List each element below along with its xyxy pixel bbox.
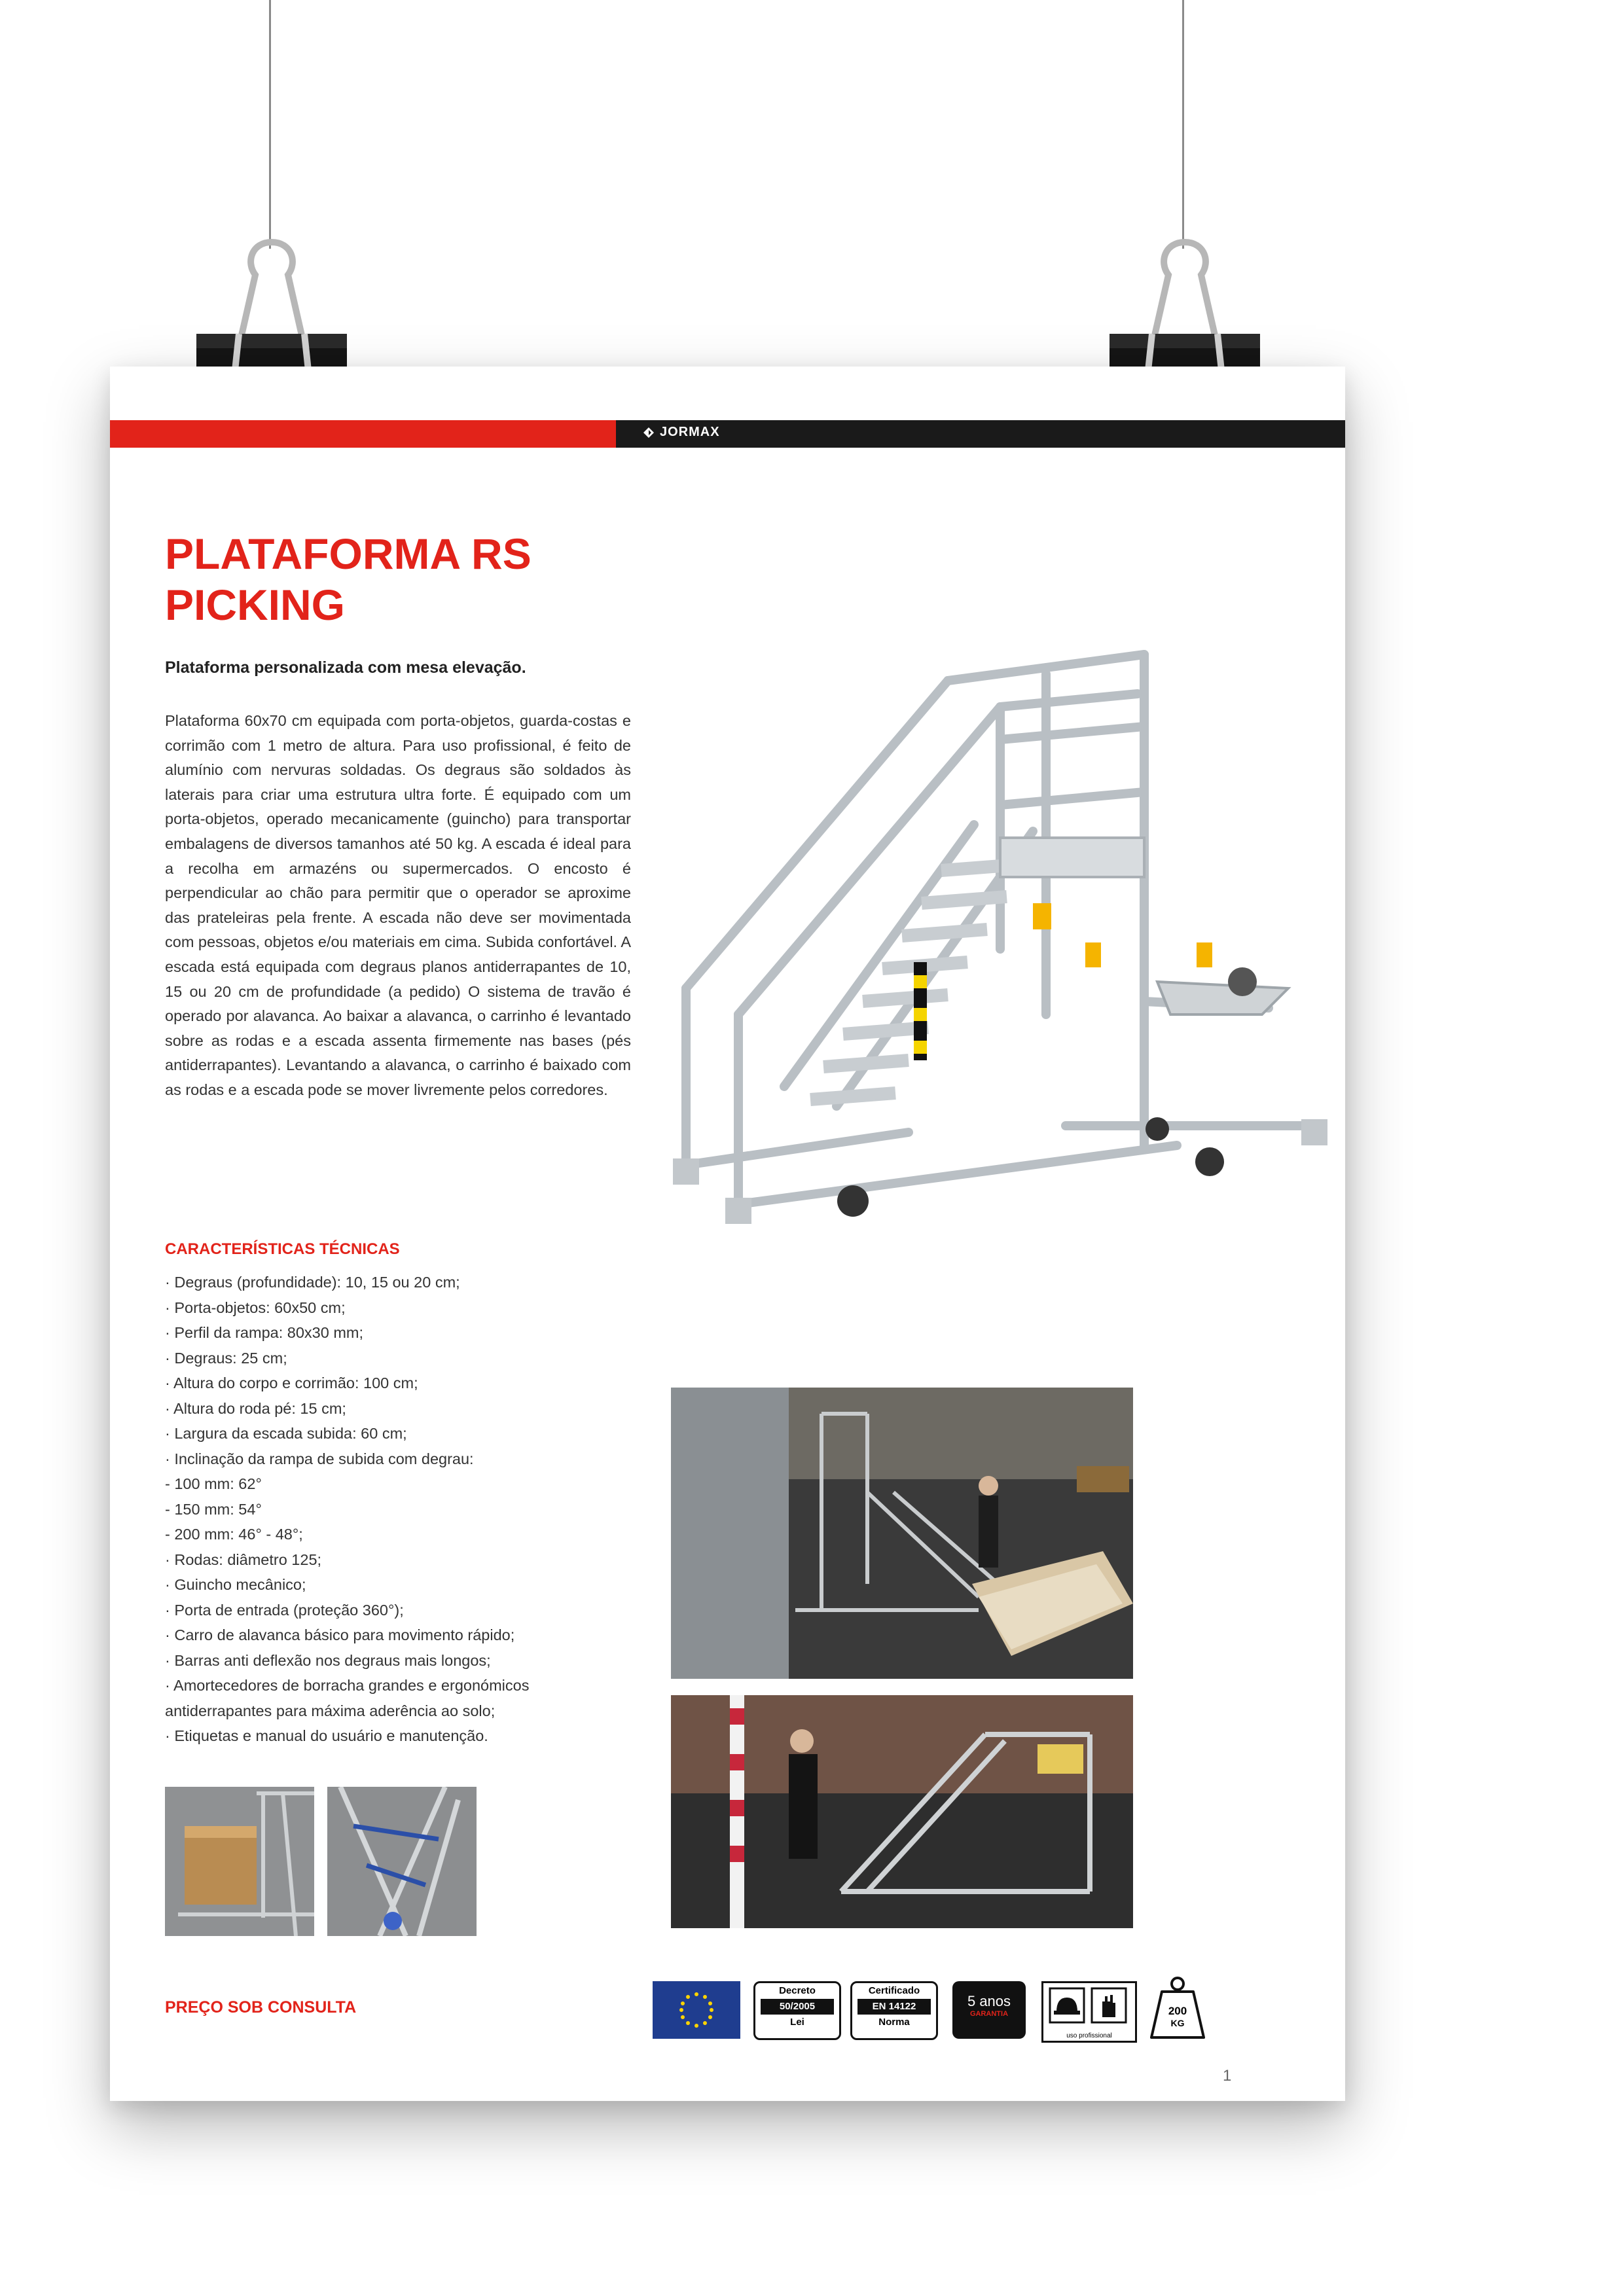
header-bar-red — [110, 420, 616, 448]
warranty-badge — [952, 1981, 1026, 2039]
spec-item: · Etiquetas e manual do usuário e manutenção. — [165, 1727, 488, 1744]
spec-item: · Barras anti deflexão nos degraus mais longos; — [165, 1651, 491, 1669]
catalog-page — [110, 367, 1345, 2101]
spec-item: - 200 mm: 46° - 48°; — [165, 1526, 303, 1543]
decree-line-1: Decreto — [779, 1985, 816, 1996]
brand-name: JORMAX — [660, 425, 720, 439]
certificate-line-3: Norma — [878, 2017, 910, 2028]
max-load-value: 200 — [1168, 2005, 1187, 2017]
decree-line-2: 50/2005 — [761, 1999, 834, 2015]
spec-item: · Guincho mecânico; — [165, 1576, 306, 1593]
spec-item: · Porta-objetos: 60x50 cm; — [165, 1299, 346, 1316]
product-description: Plataforma 60x70 cm equipada com porta-objetos, guarda-costas e corrimão com 1 metro de altura. Para uso profissional, é feito de alumínio com nervuras soldadas. Os degraus são soldados às laterais para criar uma estrutura ultra forte. É equipado com um porta-objetos, operado mecanicamente (guincho) para transportar embalagens de diversos tamanhos até 50 kg. A escada é ideal para a recolha em armazéns ou supermercados. O encosto é perpendicular ao chão para permitir que o operador se aproxime das prateleiras pela frente. A escada não deve ser movimentada com pessoas, objetos e/ou materiais em cima. Subida confortável. A escada está equipada com degraus planos antiderrapantes de 10, 15 ou 20 cm de profundidade (a pedido) O sistema de travão é operado por alavanca. Ao baixar a alavanca, o carrinho é levantado sobre as rodas e a escada assenta firmemente nas bases (pés antiderrapantes). Levantando a alavanca, o carrinho é baixado com as rodas e a escada pode se mover livremente pelos corredores. — [165, 712, 631, 1098]
glove-icon — [1091, 1987, 1127, 2024]
product-subtitle: Plataforma personalizada com mesa elevação. — [165, 658, 526, 677]
spec-item: antiderrapantes para máxima aderência ao solo; — [165, 1702, 496, 1719]
spec-item: · Altura do roda pé: 15 cm; — [165, 1399, 346, 1417]
hanging-wire-left — [269, 0, 271, 249]
hanging-wire-right — [1182, 0, 1184, 249]
spec-item: - 150 mm: 54° — [165, 1500, 262, 1518]
max-load-badge — [1146, 1975, 1209, 2041]
spec-item: · Inclinação da rampa de subida com degrau: — [165, 1450, 474, 1467]
eu-flag-badge — [653, 1981, 740, 2039]
product-main-image — [660, 556, 1341, 1276]
max-load-unit: KG — [1170, 2018, 1185, 2028]
professional-use-label: uso profissional — [1066, 2032, 1112, 2039]
spec-item: · Degraus (profundidade): 10, 15 ou 20 cm; — [165, 1274, 460, 1291]
helmet-icon — [1049, 1987, 1085, 2024]
spec-item: · Porta de entrada (proteção 360°); — [165, 1601, 404, 1619]
professional-use-badge — [1041, 1981, 1137, 2043]
spec-item: · Perfil da rampa: 80x30 mm; — [165, 1324, 363, 1341]
certificate-line-1: Certificado — [868, 1985, 920, 1996]
spec-item: · Amortecedores de borracha grandes e ergonómicos — [165, 1677, 530, 1694]
decree-line-3: Lei — [790, 2017, 804, 2028]
brand-logo — [641, 425, 720, 440]
warehouse-photo-bottom — [671, 1695, 1133, 1928]
specs-list — [165, 1270, 636, 1749]
decree-badge — [753, 1981, 841, 2040]
warranty-years: 5 anos — [967, 1993, 1011, 2009]
product-title: PLATAFORMA RS PICKING — [165, 529, 532, 629]
spec-item: · Altura do corpo e corrimão: 100 cm; — [165, 1374, 418, 1391]
warehouse-photo-top — [671, 1388, 1133, 1679]
brand-mark-icon — [641, 425, 656, 440]
header-bar-black — [616, 420, 1345, 448]
certificate-line-2: EN 14122 — [857, 1999, 931, 2015]
eu-stars-icon — [653, 1981, 740, 2039]
spec-item: · Carro de alavanca básico para movimento rápido; — [165, 1626, 515, 1643]
certificate-badge — [850, 1981, 938, 2040]
spec-item: · Degraus: 25 cm; — [165, 1349, 287, 1367]
spec-item: - 100 mm: 62° — [165, 1475, 262, 1492]
specs-heading: CARACTERÍSTICAS TÉCNICAS — [165, 1240, 400, 1258]
spec-item: · Rodas: diâmetro 125; — [165, 1551, 322, 1568]
page-number: 1 — [1223, 2067, 1232, 2085]
price-label: PREÇO SOB CONSULTA — [165, 1998, 357, 2017]
spec-item: · Largura da escada subida: 60 cm; — [165, 1425, 407, 1442]
detail-image-ladder — [327, 1787, 477, 1936]
warranty-label: GARANTIA — [969, 2010, 1009, 2018]
detail-image-box — [165, 1787, 314, 1936]
header-bar — [110, 420, 1345, 448]
